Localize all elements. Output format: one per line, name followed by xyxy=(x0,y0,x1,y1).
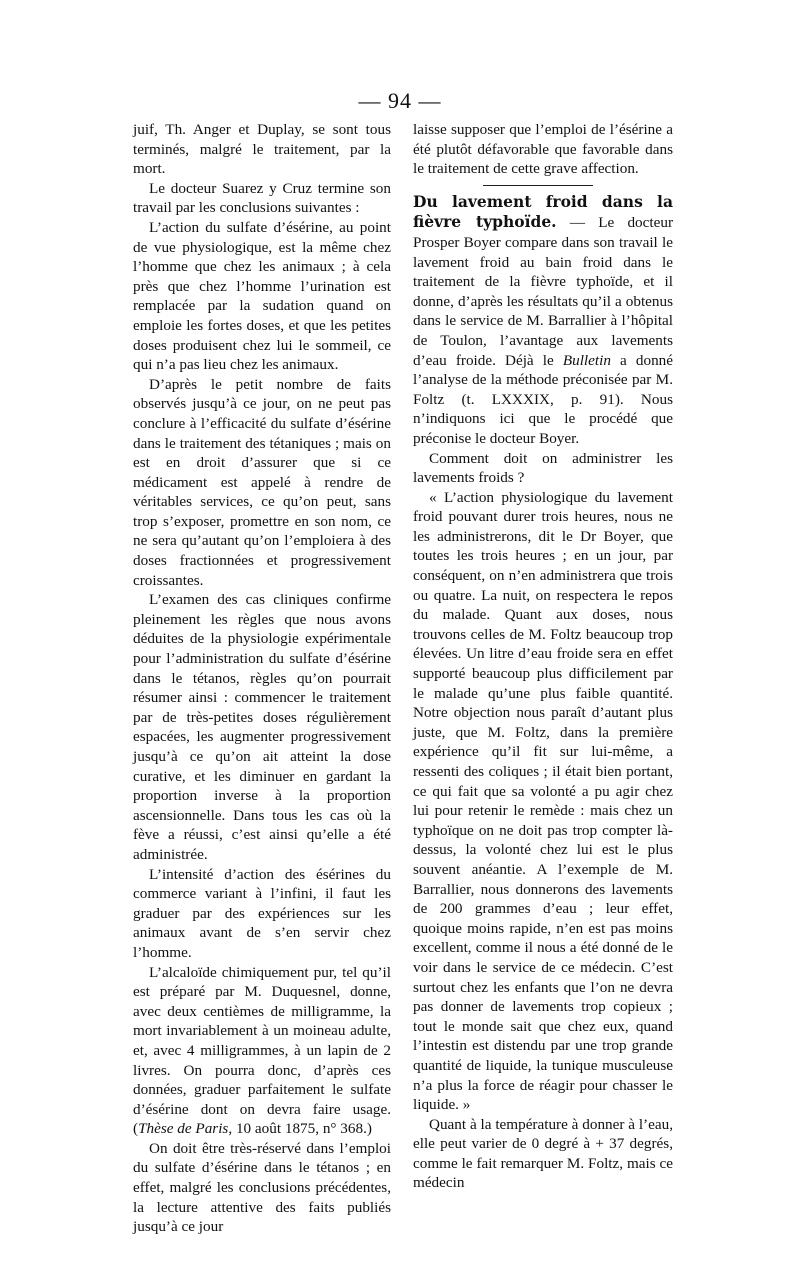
left-column xyxy=(133,120,391,1237)
paragraph: D’après le petit nombre de faits observés jusqu’à ce jour, on ne peut pas conclure à l’efficacité du sulfate d’ésérine dans le traitement des tétaniques ; mais on est en droit d’assurer que si ce médicament est appelé à rendre de véritables services, ce qu’on peut, sans trop s’exposer, promettre en son nom, ce ne sera qu’autant qu’on l’emploiera à des doses fractionnées et progressivement croissantes. xyxy=(133,375,391,589)
page-number: — 94 — xyxy=(358,88,442,113)
paragraph: L’alcaloïde chimiquement pur, tel qu’il est préparé par M. Duquesnel, donne, avec deux centièmes de milligramme, la mort invariablement à un moineau adulte, et, avec 4 milligrammes, à un lapin de 2 livres. On pourra donc, d’après ces données, graduer parfaitement le sulfate d’ésérine dont on devra faire usage. xyxy=(133,963,391,1118)
section-heading: Du lavement froid dans la fièvre typhoïde. xyxy=(413,191,673,232)
paragraph: juif, Th. Anger et Duplay, se sont tous terminés, malgré le traitement, par la mort. xyxy=(133,121,391,178)
citation-source: Thèse de Paris xyxy=(138,1120,229,1138)
paragraph: L’intensité d’action des ésérines du commerce variant à l’infini, il faut les graduer par des expériences sur les animaux avant de s’en servir chez l’homme. xyxy=(133,865,391,961)
paragraph: On doit être très-réservé dans l’emploi du sulfate d’ésérine dans le tétanos ; en effet, malgré les conclusions précédentes, la lecture attentive des faits publiés jusqu’à ce jour xyxy=(133,1139,391,1236)
quotation: « L’action physiologique du lavement froid pouvant durer trois heures, nous ne les administrerons, dit le Dr Boyer, que toutes les trois heures ; en un jour, par conséquent, on n’en administrera que trois ou quatre. La nuit, on respectera le repos du malade. Quant aux doses, nous trouvons celles de M. Foltz beaucoup trop élevées. Un litre d’eau froide sera en effet supporté beaucoup plus difficilement par le malade qu’une plus faible quantité. Notre objection nous paraît d’autant plus juste, que M. Foltz, dans la première expérience qu’il fit sur lui-même, a ressenti des coliques ; il était bien portant, ce qui fait que sa volonté a pu agir chez lui pour retenir le remède : mais chez un typhoïque on ne doit pas trop compter là-dessus, la volonté chez lui est le plus souvent anéantie. A l’exemple de M. Barrallier, nous donnerons des lavements de 200 grammes d’eau ; leur effet, quoique moins rapide, n’en est pas moins excellent, comme il nous a été donné de le voir dans le service de ce médecin. C’est surtout chez les enfants que l’on ne devra pas donner de lavements trop copieux ; tout le monde sait que chez eux, quand l’intestin est distendu par une trop grande quantité de liquide, la tunique musculeuse n’a plus la force de réagir pour chasser le liquide. » xyxy=(413,488,673,1114)
paragraph-text: a donné l’analyse de la méthode préconisée par M. Foltz (t. LXXXIX, p. 91). Nous n’indiquons ici que le procédé que préconise le docteur Boyer. xyxy=(413,351,674,447)
paragraph: L’action du sulfate d’ésérine, au point de vue physiologique, est la même chez l’homme que chez les animaux ; à cela près que chez l’homme l’urination est remplacée par la sudation quand on emploie les fortes doses, et que les petites doses produisent chez lui le sommeil, ce qui n’a pas lieu chez les animaux. xyxy=(133,218,391,374)
paragraph: Le docteur Suarez y Cruz termine son travail par les conclusions suivantes : xyxy=(133,179,391,217)
paragraph-text: — Le docteur Prosper Boyer compare dans son travail le lavement froid au bain froid dans le traitement de la fièvre typhoïde, et il donne, d’après les résultats qu’il a obtenus dans le service de M. Barrallier à l’hôpital de Toulon, l’avantage aux lavements d’eau froide. Déjà le xyxy=(413,214,673,369)
paragraph: L’examen des cas cliniques confirme pleinement les règles que nous avons déduites de la physiologie expérimentale pour l’administration du sulfate d’ésérine dans le tétanos, règles qu’on pourrait résumer ainsi : commencer le traitement par de très-petites doses régulièrement espacées, les augmenter progressivement jusqu’à ce qu’on ait atteint la dose curative, et les diminuer en gardant la proportion inverse à la proportion ascensionnelle. Dans tous les cas où la fève a réussi, c’est ainsi qu’elle a été administrée. xyxy=(133,591,391,863)
citation-details: , 10 août 1875, n° 368.) xyxy=(228,1120,372,1138)
paragraph: laisse supposer que l’emploi de l’ésérine a été plutôt défavorable que favorable dans le traitement de cette grave affection. xyxy=(413,121,673,178)
section-divider xyxy=(483,185,593,186)
paragraph-with-citation xyxy=(133,963,391,1139)
paragraph: Comment doit on administrer les lavements froids ? xyxy=(413,449,673,487)
right-column xyxy=(413,120,673,1193)
journal-name: Bulletin xyxy=(562,351,611,369)
section-paragraph xyxy=(413,192,673,449)
paragraph: Quant à la température à donner à l’eau, elle peut varier de 0 degré à + 37 degrés, comme le fait remarquer M. Foltz, mais ce médecin xyxy=(413,1115,673,1192)
citation-open: ( xyxy=(133,1120,139,1138)
